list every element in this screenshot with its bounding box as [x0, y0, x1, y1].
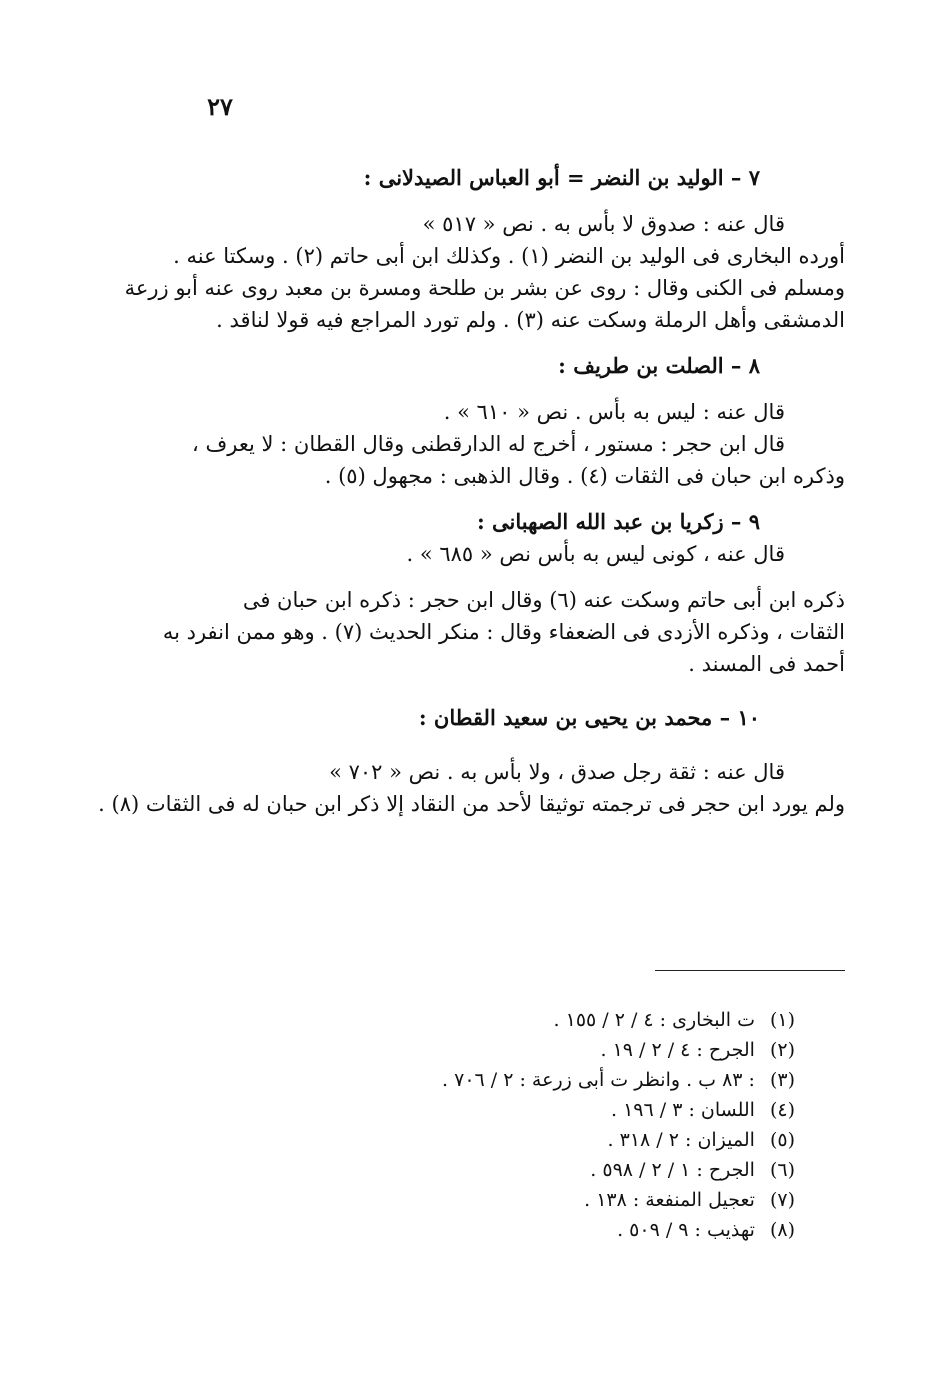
footnote-text: الجرح : ٤ / ٢ / ١٩ . — [600, 1039, 755, 1061]
entry-heading: ٩ – زكريا بن عبد الله الصهبانى : — [476, 509, 760, 534]
entry-line: الثقات ، وذكره الأزدى فى الضعفاء وقال : منكر الحديث (٧) . وهو ممن انفرد به — [162, 620, 845, 644]
entry-line: ذكره ابن أبى حاتم وسكت عنه (٦) وقال ابن حجر : ذكره ابن حبان فى — [242, 588, 845, 612]
footnote-text: الميزان : ٢ / ٣١٨ . — [607, 1129, 755, 1151]
footnote-number: (٧) — [769, 1189, 795, 1211]
footnote — [300, 1005, 795, 1035]
footnote-number: (٣) — [769, 1069, 795, 1091]
footnote — [300, 1065, 795, 1095]
footnote-text: تهذيب : ٩ / ٥٠٩ . — [617, 1219, 755, 1241]
footnote — [300, 1035, 795, 1065]
entry-heading: ١٠ – محمد بن يحيى بن سعيد القطان : — [418, 705, 760, 730]
entry-line: الدمشقى وأهل الرملة وسكت عنه (٣) . ولم تورد المراجع فيه قولا لناقد . — [216, 308, 845, 332]
main-text — [98, 162, 845, 820]
entry-line: وذكره ابن حبان فى الثقات (٤) . وقال الذهبى : مجهول (٥) . — [324, 464, 845, 488]
entry-heading: ٧ – الوليد بن النضر = أبو العباس الصيدلانى : — [363, 165, 760, 190]
entry-line: ولم يورد ابن حجر فى ترجمته توثيقا لأحد من النقاد إلا ذكر ابن حبان له فى الثقات (٨) . — [98, 792, 845, 816]
entry-line: قال عنه ، كونى ليس به بأس نص « ٦٨٥ » . — [406, 542, 785, 566]
footnote-number: (٨) — [769, 1219, 795, 1241]
entry-line: أحمد فى المسند . — [688, 652, 845, 676]
footnote-text: : ٨٣ ب . وانظر ت أبى زرعة : ٢ / ٧٠٦ . — [442, 1069, 755, 1091]
footnote-text: اللسان : ٣ / ١٩٦ . — [611, 1099, 755, 1121]
footnote — [300, 1095, 795, 1125]
footnote — [300, 1215, 795, 1245]
footnote — [300, 1125, 795, 1155]
entry-line: ومسلم فى الكنى وقال : روى عن بشر بن طلحة ومسرة بن معبد روى عنه أبو زرعة — [124, 276, 845, 300]
footnote-number: (١) — [769, 1009, 795, 1031]
footnote-text: ت البخارى : ٤ / ٢ / ١٥٥ . — [553, 1009, 755, 1031]
entry-heading: ٨ – الصلت بن طريف : — [558, 353, 760, 378]
footnote-text: تعجيل المنفعة : ١٣٨ . — [584, 1189, 755, 1211]
footnote — [300, 1155, 795, 1185]
footnote-number: (٥) — [769, 1129, 795, 1151]
footnote-divider — [655, 970, 845, 971]
entry-line: قال عنه : ليس به بأس . نص « ٦١٠ » . — [443, 400, 785, 424]
footnote-number: (٢) — [769, 1039, 795, 1061]
page-number: ٢٧ — [207, 92, 233, 121]
entry-line: أورده البخارى فى الوليد بن النضر (١) . وكذلك ابن أبى حاتم (٢) . وسكتا عنه . — [173, 244, 845, 268]
footnote-text: الجرح : ١ / ٢ / ٥٩٨ . — [590, 1159, 755, 1181]
footnote — [300, 1185, 795, 1215]
footnotes — [300, 1005, 795, 1245]
entry-line: قال عنه : ثقة رجل صدق ، ولا بأس به . نص « ٧٠٢ » — [329, 760, 785, 784]
entry-line: قال عنه : صدوق لا بأس به . نص « ٥١٧ » — [422, 212, 785, 236]
footnote-number: (٦) — [769, 1159, 795, 1181]
entry-line: قال ابن حجر : مستور ، أخرج له الدارقطنى وقال القطان : لا يعرف ، — [192, 432, 785, 456]
footnote-number: (٤) — [769, 1099, 795, 1121]
